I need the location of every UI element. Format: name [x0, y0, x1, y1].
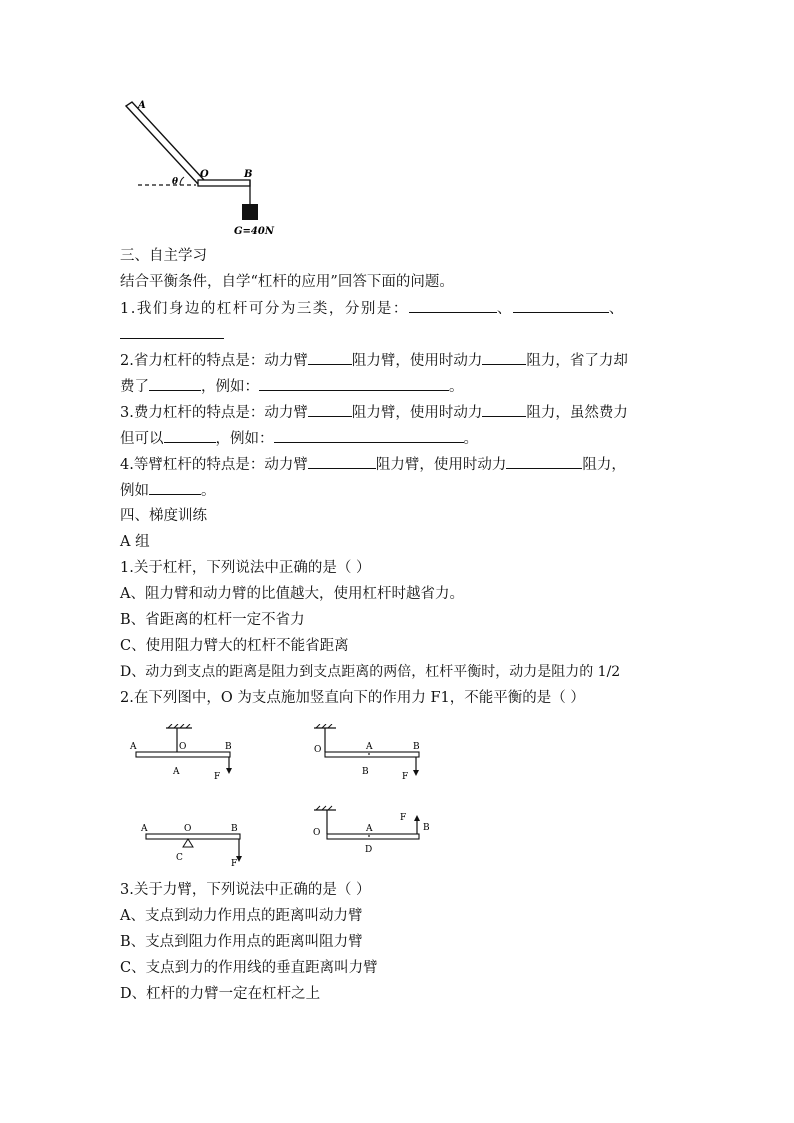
figure-caption: B	[362, 767, 369, 777]
q2-line2	[120, 376, 464, 397]
option-b[interactable]: B、省距离的杠杆一定不省力	[120, 612, 305, 628]
q2-line1	[120, 350, 628, 371]
q3-text: ，例如：	[215, 431, 274, 447]
group-label: A 组	[120, 534, 150, 550]
mc-question-1: 1.关于杠杆，下列说法中正确的是（ ）	[120, 560, 371, 576]
answer-blank[interactable]	[506, 454, 582, 469]
q1-line2	[120, 324, 224, 345]
q4-text: 。	[201, 483, 216, 499]
force-label: F	[402, 772, 409, 782]
option-b[interactable]: B、支点到阻力作用点的距离叫阻力臂	[120, 934, 363, 950]
answer-blank[interactable]	[482, 402, 526, 417]
label-right: B	[225, 742, 232, 752]
label-left: A	[130, 742, 137, 752]
label-mid: A	[366, 742, 373, 752]
force-label: F	[231, 859, 238, 868]
q4-text: 4.等臂杠杆的特点是：动力臂	[120, 457, 308, 473]
q4-line1	[120, 454, 626, 475]
q2-text: ，例如：	[201, 379, 259, 395]
figure-caption: D	[365, 845, 373, 855]
q3-line2	[120, 428, 478, 449]
q3-text: 3.费力杠杆的特点是：动力臂	[120, 405, 308, 421]
q2-text: 2.省力杠杆的特点是：动力臂	[120, 353, 308, 369]
answer-blank[interactable]	[308, 454, 376, 469]
answer-blank[interactable]	[482, 350, 526, 365]
answer-blank[interactable]	[274, 428, 464, 443]
label-theta: θ	[172, 177, 179, 187]
lever-figure-d[interactable]	[310, 804, 436, 856]
lever-figure-b[interactable]	[310, 724, 426, 782]
mc-question-3: 3.关于力臂，下列说法中正确的是（ ）	[120, 882, 371, 898]
lever-figure-a[interactable]	[128, 724, 240, 782]
label-right: B	[413, 742, 420, 752]
option-c[interactable]: C、支点到力的作用线的垂直距离叫力臂	[120, 960, 378, 976]
answer-blank[interactable]	[149, 376, 201, 391]
answer-blank[interactable]	[409, 298, 497, 313]
q4-line2	[120, 480, 216, 501]
option-d[interactable]: D、动力到支点的距离是阻力到支点距离的两倍，杠杆平衡时，动力是阻力的 1/2	[120, 664, 621, 680]
section3-intro: 结合平衡条件，自学“杠杆的应用”回答下面的问题。	[120, 274, 454, 290]
answer-blank[interactable]	[513, 298, 609, 313]
q3-text: 。	[463, 431, 478, 447]
q3-line1	[120, 402, 628, 423]
q4-text: 例如	[120, 483, 149, 499]
option-d[interactable]: D、杠杆的力臂一定在杠杆之上	[120, 986, 321, 1002]
q2-text: 阻力，省了力却	[526, 353, 628, 369]
answer-blank[interactable]	[120, 324, 224, 339]
q3-text: 阻力臂，使用时动力	[351, 405, 483, 421]
q3-text: 但可以	[120, 431, 164, 447]
answer-blank[interactable]	[259, 376, 449, 391]
figure-caption: A	[173, 767, 180, 777]
force-label: F	[214, 772, 221, 782]
label-left: A	[141, 824, 148, 834]
weight-label: G=40N	[234, 226, 274, 237]
q4-text: 阻力臂，使用时动力	[375, 457, 507, 473]
answer-blank[interactable]	[149, 480, 201, 495]
q2-text: 。	[449, 379, 464, 395]
q1-line	[120, 298, 625, 319]
label-right: B	[423, 823, 430, 833]
q3-text: 阻力，虽然费力	[526, 405, 628, 421]
label-pivot: O	[184, 824, 192, 834]
option-a[interactable]: A、支点到动力作用点的距离叫动力臂	[120, 908, 363, 924]
answer-blank[interactable]	[308, 350, 352, 365]
lever-figure-c[interactable]	[138, 820, 250, 868]
answer-blank[interactable]	[308, 402, 352, 417]
separator: 、	[496, 301, 513, 317]
label-pivot: O	[314, 745, 322, 755]
label-right: B	[231, 824, 238, 834]
q2-text: 阻力臂，使用时动力	[351, 353, 483, 369]
q4-text: 阻力，	[582, 457, 626, 473]
label-b: B	[244, 169, 253, 180]
bent-lever-figure	[118, 98, 288, 238]
q2-text: 费了	[120, 379, 149, 395]
label-o: O	[200, 169, 209, 180]
option-c[interactable]: C、使用阻力臂大的杠杆不能省距离	[120, 638, 349, 654]
label-a: A	[138, 100, 146, 111]
section3-title: 三、自主学习	[120, 248, 207, 264]
force-label: F	[400, 813, 407, 823]
section4-title: 四、梯度训练	[120, 508, 207, 524]
separator: 、	[608, 301, 625, 317]
option-a[interactable]: A、阻力臂和动力臂的比值越大，使用杠杆时越省力。	[120, 586, 464, 602]
answer-blank[interactable]	[164, 428, 216, 443]
q1-text: 1.我们身边的杠杆可分为三类，分别是：	[120, 301, 409, 317]
label-pivot: O	[313, 828, 321, 838]
label-pivot: O	[179, 742, 187, 752]
label-mid: A	[366, 824, 373, 834]
mc-question-2: 2.在下列图中，O 为支点施加竖直向下的作用力 F1，不能平衡的是（ ）	[120, 690, 585, 706]
figure-caption: C	[176, 853, 183, 863]
